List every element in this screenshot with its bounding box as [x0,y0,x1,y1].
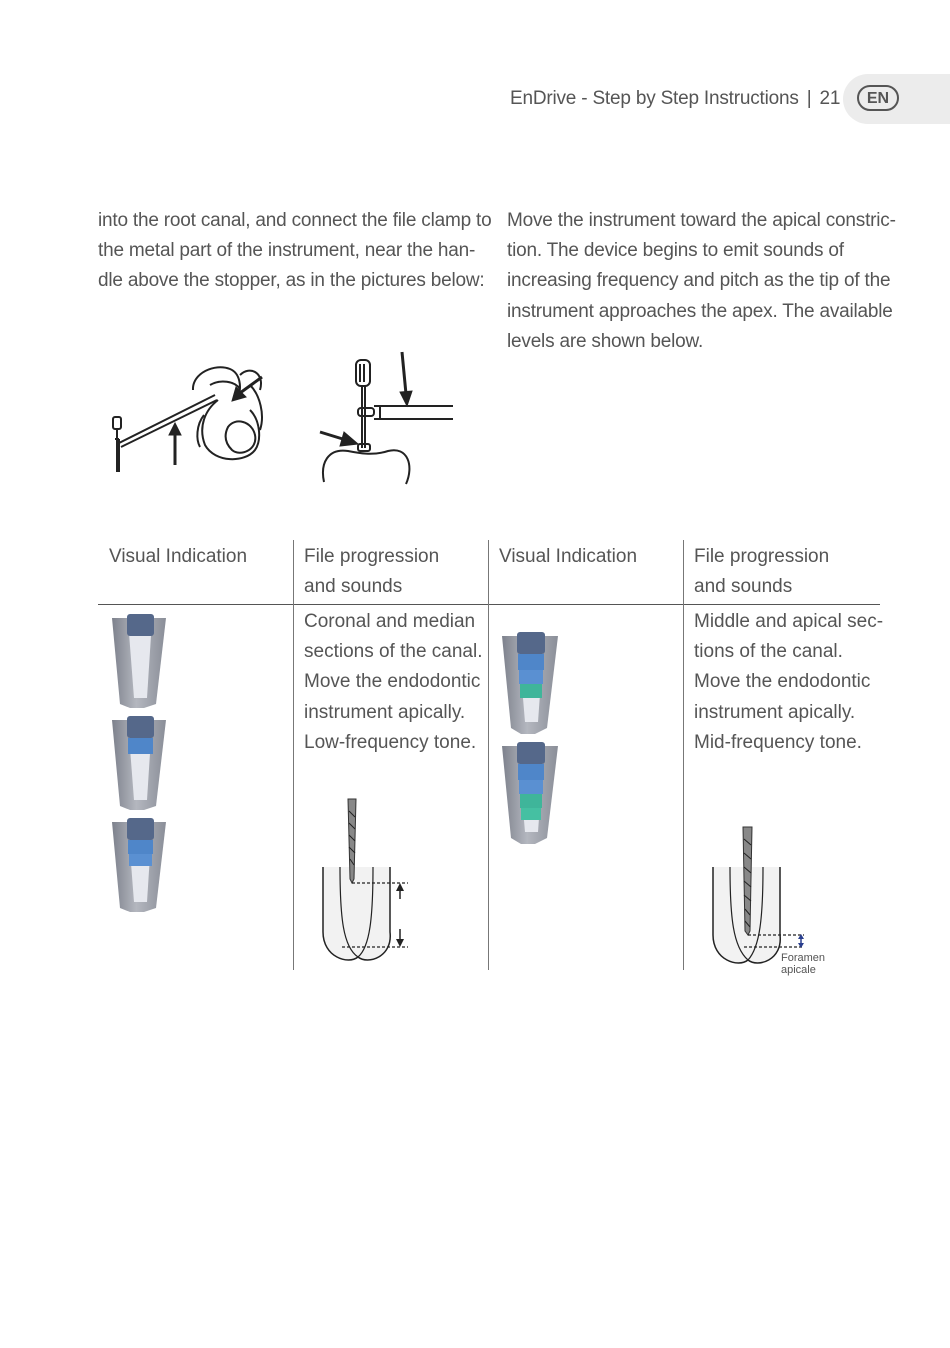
header-line: File progression [304,546,440,567]
paragraph-line: Move the instrument toward the apical constric- [507,210,896,231]
description-line: Low-frequency tone. [304,731,477,753]
table-column-divider [683,540,684,970]
document-title: EnDrive - Step by Step Instructions [510,88,799,109]
canal-diagram-low [318,797,413,967]
canal-indicator-4 [502,632,558,734]
canal-indicator-5 [502,742,558,844]
paragraph-line: dle above the stopper, as in the pictures below: [98,270,485,292]
foramen-label-line: Foramen [781,952,826,964]
progression-description-low [304,607,483,758]
description-line: Move the endodontic [694,671,871,693]
header-line: Visual Indication [109,546,248,567]
language-badge: EN [857,85,899,111]
page-number: 21 [819,88,841,109]
canal-diagram-mid [708,825,808,970]
description-line: Move the endodontic [304,671,481,693]
right-paragraph [507,206,896,357]
description-line: instrument apically. [304,701,466,723]
page-header [510,88,840,110]
instrument-in-tooth-illustration [318,348,458,486]
progression-description-mid [694,607,883,758]
header-line: File progression [694,546,830,567]
header-line: and sounds [694,576,793,597]
table-column-divider [293,540,294,970]
description-line: sections of the canal. [304,641,483,663]
description-line: Mid-frequency tone. [694,731,862,753]
header-line: Visual Indication [499,546,638,567]
description-line: instrument apically. [694,701,856,723]
left-paragraph [98,206,491,297]
table-header-progression-1 [304,542,439,602]
paragraph-line: the metal part of the instrument, near the han- [98,240,476,262]
table-header-visual-2 [499,542,637,572]
paragraph-line: into the root canal, and connect the file clamp to [98,210,492,231]
paragraph-line: tion. The device begins to emit sounds of [507,240,844,262]
description-line: Middle and apical sec- [694,611,884,632]
table-header-divider [98,604,880,605]
paragraph-line: increasing frequency and pitch as the tip of the [507,270,891,292]
description-line: Coronal and median [304,611,476,632]
canal-indicator-2 [112,716,166,810]
file-clamp-hand-illustration [100,355,280,480]
table-column-divider [488,540,489,970]
canal-indicator-3 [112,818,166,912]
language-tab [843,74,950,124]
canal-indicator-1 [112,614,166,708]
header-separator: | [806,88,812,109]
canal-indicators-low [110,612,172,912]
foramen-label [781,952,825,976]
canal-indicators-mid [500,630,564,845]
paragraph-line: instrument approaches the apex. The available [507,300,893,322]
table-header-progression-2 [694,542,829,602]
header-line: and sounds [304,576,403,597]
table-header-visual-1 [109,542,247,572]
description-line: tions of the canal. [694,641,843,663]
foramen-label-line: apicale [781,964,816,976]
paragraph-line: levels are shown below. [507,330,704,352]
